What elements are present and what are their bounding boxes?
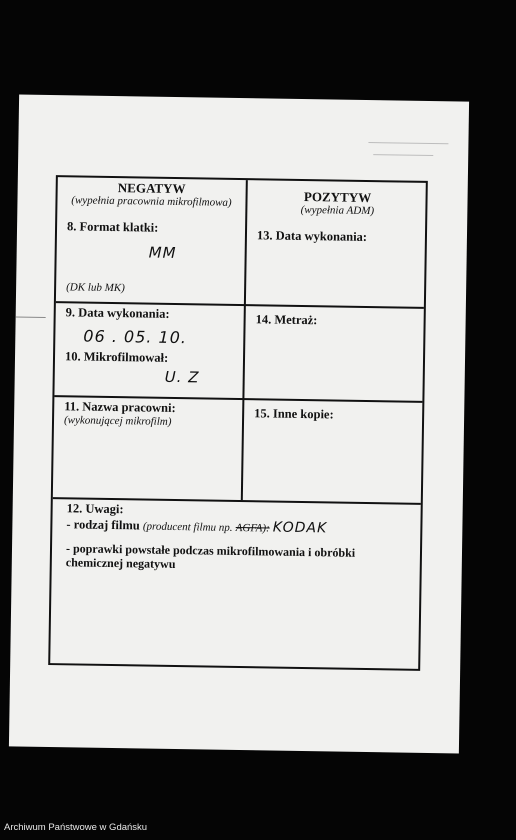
negatyw-title: NEGATYW <box>117 180 186 197</box>
format-hint: (DK lub MK) <box>66 281 125 295</box>
archive-footer: Archiwum Państwowe w Gdańsku <box>4 822 148 833</box>
workshop-hint: (wykonującej mikrofilm) <box>63 414 172 428</box>
record-form <box>48 175 428 671</box>
pozytyw-header <box>247 188 427 219</box>
date-field <box>65 305 242 348</box>
scan-mark <box>373 154 433 156</box>
microfilmed-by-value: U. Z <box>164 367 200 387</box>
format-value: MM <box>148 243 177 262</box>
film-type-hint: (producent filmu np. <box>142 520 233 534</box>
film-type-example: AGFA): <box>235 521 270 535</box>
length-label: 14. Metraż: <box>255 312 318 328</box>
format-label: 8. Format klatki: <box>66 219 159 235</box>
microfilmed-by-label: 10. Mikrofilmował: <box>64 349 169 365</box>
corrections-note: - poprawki powstałe podczas mikrofilmowania i obróbki chemicznej negatywu <box>65 541 356 572</box>
microfilm-record-card <box>9 95 469 754</box>
format-field <box>67 219 244 263</box>
workshop-label: 11. Nazwa pracowni: <box>64 399 176 416</box>
remarks-section <box>66 501 417 574</box>
negative-date-value: 06 . 05. 10. <box>83 326 188 348</box>
remarks-label: 12. Uwagi: <box>66 501 124 517</box>
pozytyw-subtitle: (wypełnia ADM) <box>300 203 375 218</box>
other-copies-label: 15. Inne kopie: <box>254 406 334 422</box>
scan-mark <box>368 142 448 144</box>
negatyw-header <box>57 179 245 210</box>
negatyw-subtitle: (wypełnia pracownia mikrofilmowa) <box>71 194 232 209</box>
film-type-value: KODAK <box>272 519 328 537</box>
pozytyw-title: POZYTYW <box>303 188 372 206</box>
workshop-field <box>64 399 240 429</box>
positive-date-label: 13. Data wykonania: <box>256 228 368 244</box>
microfilmed-by-field <box>65 349 242 387</box>
film-type-prefix: - rodzaj filmu <box>66 517 140 533</box>
scan-mark <box>16 316 46 317</box>
negative-date-label: 9. Data wykonania: <box>65 305 170 321</box>
